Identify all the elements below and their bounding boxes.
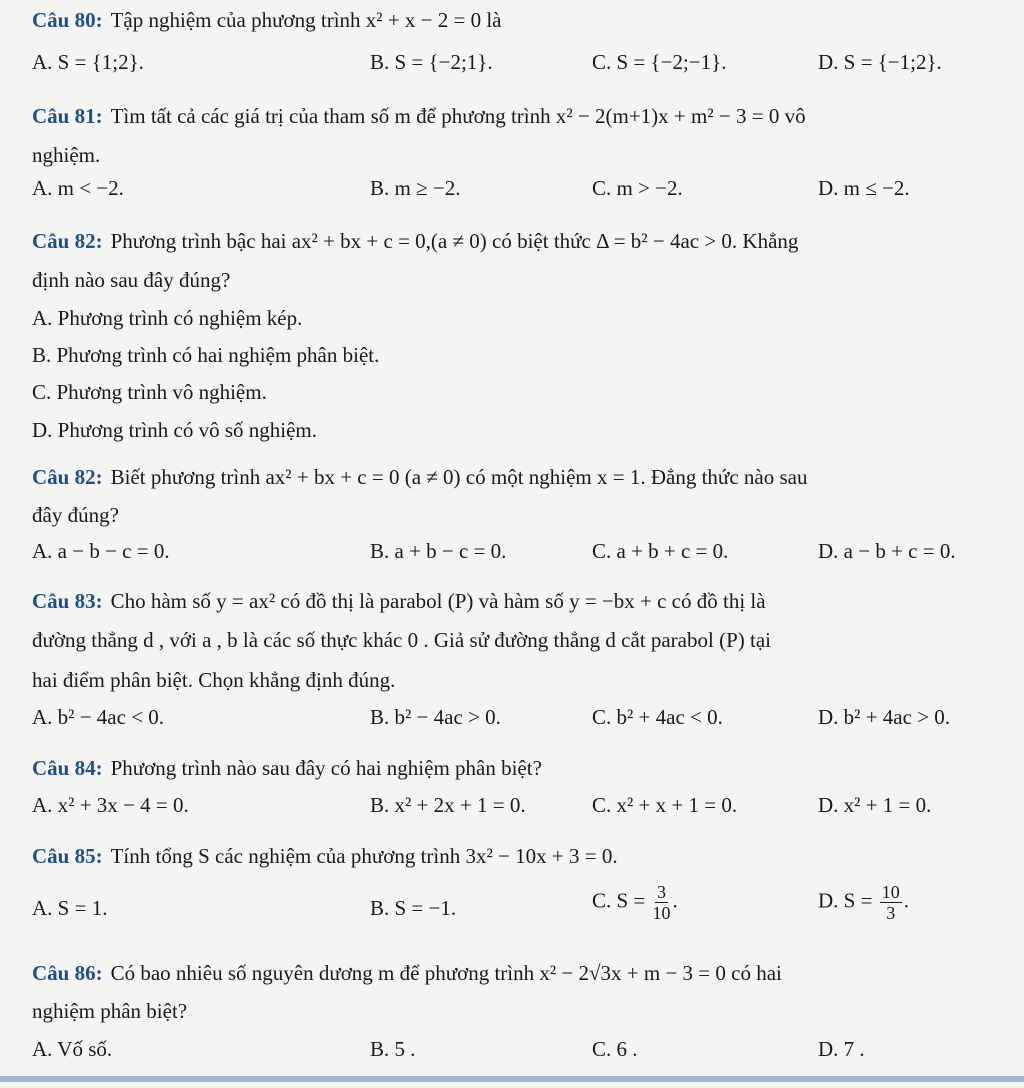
option-b[interactable]: B. b² − 4ac > 0.	[370, 705, 501, 729]
question-text-cont: nghiệm phân biệt?	[32, 999, 188, 1023]
fraction-numerator: 10	[881, 882, 900, 902]
option-c[interactable]: C. b² + 4ac < 0.	[592, 705, 723, 729]
fraction	[880, 882, 902, 923]
question-label: Câu 81:	[32, 104, 103, 128]
fraction	[653, 882, 671, 923]
option-b[interactable]: B. a + b − c = 0.	[370, 539, 507, 563]
question-82b	[32, 465, 992, 489]
footer-divider	[0, 1076, 1024, 1082]
option-d[interactable]: D. b² + 4ac > 0.	[818, 705, 951, 729]
option-c[interactable]: C. m > −2.	[592, 176, 683, 200]
question-text: Có bao nhiêu số nguyên dương m để phương trình x² − 2√3x + m − 3 = 0 có hai	[110, 961, 782, 985]
option-c[interactable]: C. 6 .	[592, 1037, 638, 1061]
option-c[interactable]: C. S = {−2;−1}.	[592, 50, 727, 74]
option-b[interactable]: B. m ≥ −2.	[370, 176, 461, 200]
option-d[interactable]: D. x² + 1 = 0.	[818, 793, 932, 817]
option-c[interactable]: C. S = $\frac{3}{10}$ .	[592, 882, 678, 923]
question-text: Cho hàm số y = ax² có đồ thị là parabol (P) và hàm số y = −bx + c có đồ thị là	[110, 589, 766, 613]
option-d[interactable]: D. Phương trình có vô số nghiệm.	[32, 418, 317, 442]
question-80	[32, 8, 992, 32]
option-b[interactable]: B. Phương trình có hai nghiệm phân biệt.	[32, 343, 380, 367]
question-text-cont: đường thẳng d , với a , b là các số thực khác 0 . Giả sử đường thẳng d cắt parabol (P) tại	[32, 628, 771, 652]
option-d[interactable]: D. S = $\frac{10}{3}$ .	[818, 882, 909, 923]
question-86	[32, 961, 992, 985]
option-a[interactable]: A. a − b − c = 0.	[32, 539, 170, 563]
option-c[interactable]: C. a + b + c = 0.	[592, 539, 729, 563]
question-text: Tập nghiệm của phương trình x² + x − 2 = 0 là	[110, 8, 502, 32]
option-a[interactable]: A. x² + 3x − 4 = 0.	[32, 793, 189, 817]
fraction-numerator: 3	[657, 882, 667, 902]
option-b[interactable]: B. S = −1.	[370, 896, 457, 920]
option-a[interactable]: A. Phương trình có nghiệm kép.	[32, 306, 303, 330]
option-d-text: D. S =	[818, 888, 873, 913]
question-text: Biết phương trình ax² + bx + c = 0 (a ≠ 0) có một nghiệm x = 1. Đẳng thức nào sau	[110, 465, 808, 489]
option-b[interactable]: B. 5 .	[370, 1037, 416, 1061]
question-label: Câu 84:	[32, 756, 103, 780]
option-c-text: C. S =	[592, 888, 646, 913]
question-83	[32, 589, 992, 613]
option-a[interactable]: A. b² − 4ac < 0.	[32, 705, 165, 729]
option-d[interactable]: D. S = {−1;2}.	[818, 50, 942, 74]
option-c[interactable]: C. x² + x + 1 = 0.	[592, 793, 738, 817]
option-a[interactable]: A. S = 1.	[32, 896, 108, 920]
question-label: Câu 80:	[32, 8, 103, 32]
question-text: Phương trình bậc hai ax² + bx + c = 0,(a ≠ 0) có biệt thức Δ = b² − 4ac > 0. Khẳng	[110, 229, 799, 253]
question-81	[32, 104, 992, 128]
question-text-cont: đây đúng?	[32, 503, 119, 527]
question-82a	[32, 229, 992, 253]
question-84	[32, 756, 992, 780]
option-b[interactable]: B. x² + 2x + 1 = 0.	[370, 793, 526, 817]
question-label: Câu 82:	[32, 229, 103, 253]
question-text-cont: nghiệm.	[32, 143, 101, 167]
option-a[interactable]: A. Vố số.	[32, 1037, 113, 1061]
option-d[interactable]: D. m ≤ −2.	[818, 176, 910, 200]
question-text: Tính tổng S các nghiệm của phương trình 3x² − 10x + 3 = 0.	[110, 844, 618, 868]
option-b[interactable]: B. S = {−2;1}.	[370, 50, 493, 74]
option-d[interactable]: D. a − b + c = 0.	[818, 539, 956, 563]
fraction-denominator: 10	[652, 903, 671, 923]
option-a[interactable]: A. m < −2.	[32, 176, 124, 200]
question-label: Câu 83:	[32, 589, 103, 613]
question-label: Câu 82:	[32, 465, 103, 489]
question-text: Tìm tất cả các giá trị của tham số m để phương trình x² − 2(m+1)x + m² − 3 = 0 vô	[110, 104, 806, 128]
option-c[interactable]: C. Phương trình vô nghiệm.	[32, 380, 267, 404]
question-text-cont: hai điểm phân biệt. Chọn khẳng định đúng.	[32, 668, 396, 692]
question-label: Câu 85:	[32, 844, 103, 868]
fraction-denominator: 3	[886, 903, 896, 923]
question-label: Câu 86:	[32, 961, 103, 985]
question-text-cont: định nào sau đây đúng?	[32, 268, 231, 292]
option-a[interactable]: A. S = {1;2}.	[32, 50, 144, 74]
option-d[interactable]: D. 7 .	[818, 1037, 865, 1061]
question-85	[32, 844, 992, 868]
question-text: Phương trình nào sau đây có hai nghiệm phân biệt?	[110, 756, 542, 780]
